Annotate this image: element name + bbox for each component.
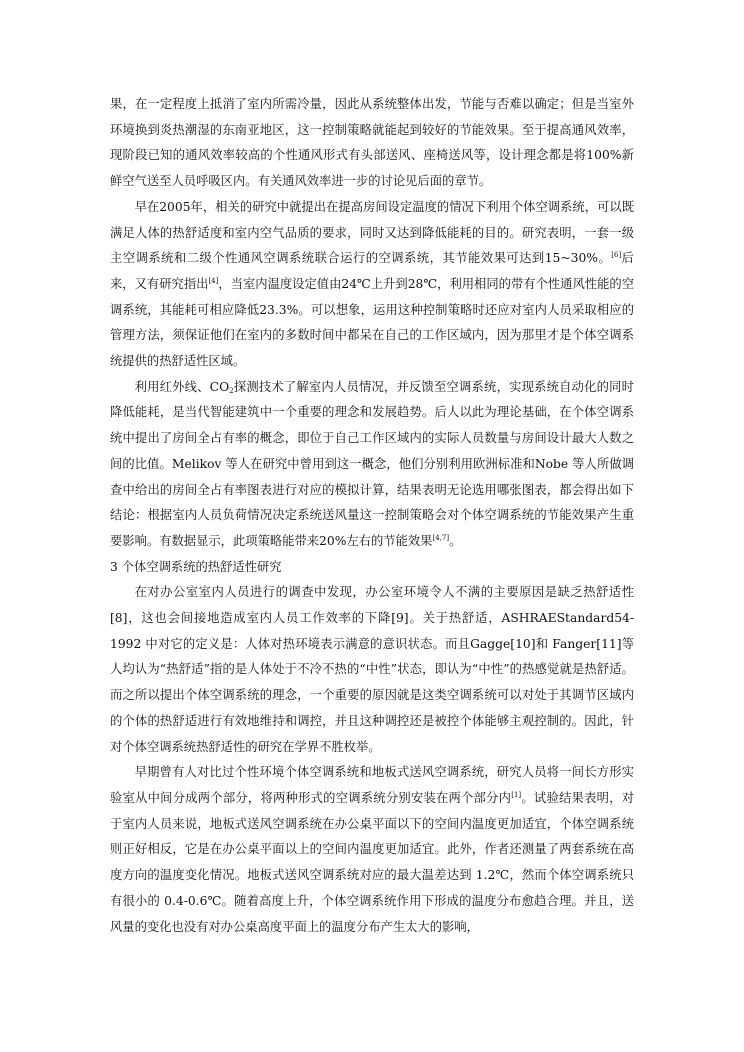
paragraph-3 xyxy=(110,375,634,555)
paragraph-1-text: 果，在一定程度上抵消了室内所需冷量，因此从系统整体出发，节能与否难以确定；但是当室外环境换到炎热潮湿的东南亚地区，这一控制策略就能起到较好的节能效果。至于提高通风效率，现阶段已知的通风效率较高的个性通风形式有头部送风、座椅送风等，设计理念都是将100%新鲜空气送至人员呼吸区内。有关通风效率进一步的讨论见后面的章节。 xyxy=(110,97,634,189)
paragraph-3-text-c: 。 xyxy=(449,533,462,548)
section-heading: 3 个体空调系统的热舒适性研究 xyxy=(110,559,282,574)
citation-4-7: [4,7] xyxy=(432,533,450,542)
paragraph-3-text-a: 利用红外线、CO xyxy=(134,379,230,394)
paragraph-4-text: 在对办公室室内人员进行的调查中发现，办公室环境令人不满的主要原因是缺乏热舒适性[8]，这也会间接地造成室内人员工作效率的下降[9]。关于热舒适，ASHRAEStandard54-1992 中对它的定义是：人体对热环境表示满意的意识状态。而且Gagge[10]和 Fanger[11]等人均认为“热舒适”指的是人体处于不冷不热的“中性”状态，即认为“中性”的热感觉就是热舒适。而之所以提出个体空调系统的理念，一个重要的原因就是这类空调系统可以对处于其调节区域内的个体的热舒适进行有效地维持和调控，并且这种调控还是被控个体能够主观控制的。因此，针对个体空调系统热舒适性的研究在学界不胜枚举。 xyxy=(110,585,634,754)
citation-4: [4] xyxy=(208,276,219,285)
paragraph-5 xyxy=(110,760,634,940)
paragraph-2-text-a: 早在2005年，相关的研究中就提出在提高房间设定温度的情况下利用个体空调系统，可以既满足人体的热舒适度和室内空气品质的要求，同时又达到降低能耗的目的。研究表明，一套一级主空调系统和二级个性通风空调系统联合运行的空调系统，其节能效果可达到15~30%。 xyxy=(110,199,634,266)
paragraph-5-text-a: 早期曾有人对比过个性环境个体空调系统和地板式送风空调系统，研究人员将一间长方形实验室从中间分成两个部分，将两种形式的空调系统分别安装在两个部分内 xyxy=(110,765,634,805)
paragraph-2-text-c: ，当室内温度设定值由24℃上升到28℃，利用相同的带有个性通风性能的空调系统，其能耗可相应降低23.3%。可以想象，运用这种控制策略时还应对室内人员采取相应的管理方法，须保证他们在室内的多数时间中都呆在自己的工作区域内，因为那里才是个体空调系统提供的热舒适性区域。 xyxy=(110,276,634,369)
paragraph-2 xyxy=(110,195,634,375)
citation-1: [1] xyxy=(511,790,522,799)
citation-6: [6] xyxy=(611,251,622,260)
paragraph-1 xyxy=(110,92,634,195)
paragraph-4 xyxy=(110,580,634,760)
paragraph-3-text-b: 探测技术了解室内人员情况，并反馈至空调系统，实现系统自动化的同时降低能耗，是当代智能建筑中一个重要的理念和发展趋势。后人以此为理论基础，在个体空调系统中提出了房间全占有率的概念，即位于自己工作区域内的实际人员数量与房间设计最大人数之间的比值。Melikov 等人在研究中曾用到这一概念，他们分别利用欧洲标准和Nobe 等人所做调查中给出的房间全占有率图表进行对应的模拟计算，结果表明无论选用哪张图表，都会得出如下结论：根据室内人员负荷情况决定系统送风量这一控制策略会对个体空调系统的节能效果产生重要影响。有数据显示，此项策略能带来20%左右的节能效果 xyxy=(110,379,634,548)
paragraph-5-text-b: 。试验结果表明，对于室内人员来说，地板式送风空调系统在办公桌平面以下的空间内温度更加适宜，个体空调系统则正好相反，它是在办公桌平面以上的空间内温度更加适宜。此外，作者还测量了两套系统在高度方向的温度变化情况。地板式送风空调系统对应的最大温差达到 1.2℃，然而个体空调系统只有很小的 0.4-0.6℃。随着高度上升，个体空调系统作用下形成的温度分布愈趋合理。并且，送风量的变化也没有对办公桌高度平面上的温度分布产生太大的影响， xyxy=(110,790,634,934)
body-text xyxy=(110,92,634,940)
co2-subscript: 2 xyxy=(229,386,234,395)
paragraph-2-text-b: 后来，又有研究指出 xyxy=(110,251,634,291)
